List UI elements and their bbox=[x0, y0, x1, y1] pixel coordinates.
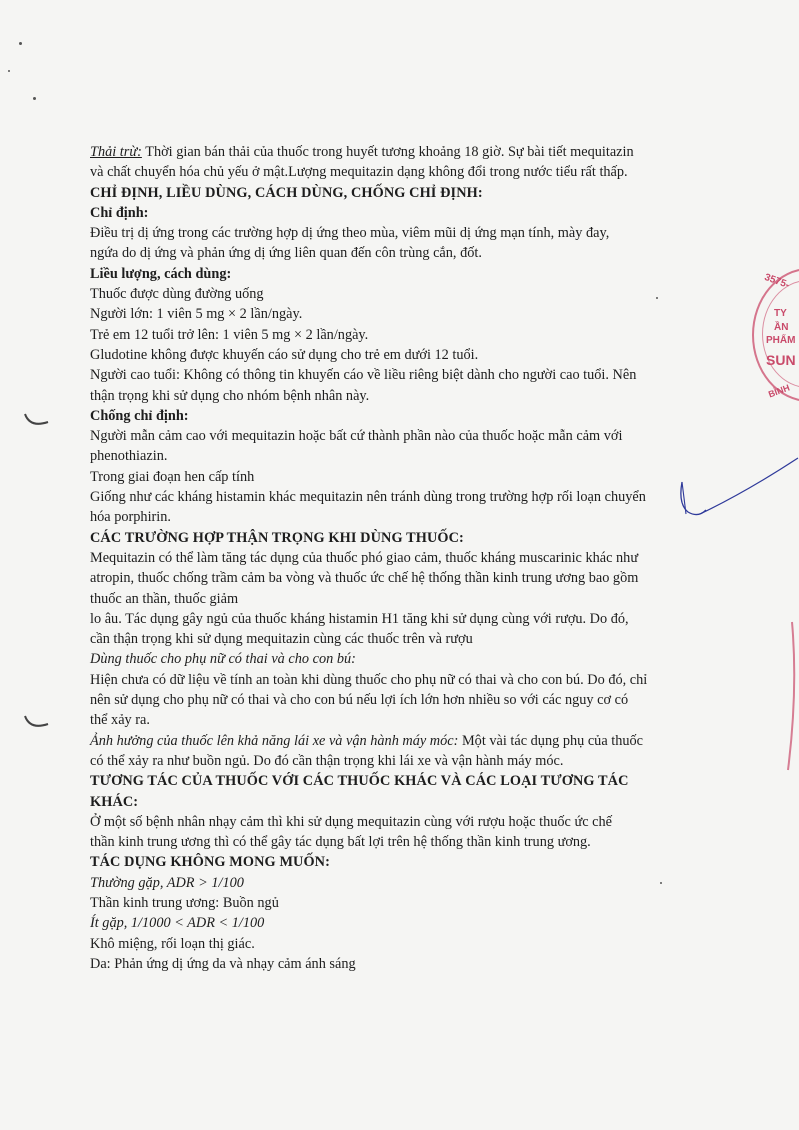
text-line: Ở một số bệnh nhân nhạy cảm thì khi sử dụng mequitazin cùng với rượu hoặc thuốc ức chế bbox=[90, 813, 612, 830]
section-heading: TÁC DỤNG KHÔNG MONG MUỐN: bbox=[90, 854, 330, 871]
seal-text: PHẨM bbox=[766, 335, 796, 346]
text-line: atropin, thuốc chống trầm cảm ba vòng và thuốc ức chế hệ thống thần kinh trung ương bao gồm bbox=[90, 570, 639, 587]
seal-stroke bbox=[770, 620, 799, 780]
text-line: có thể xảy ra như buồn ngủ. Do đó cần thận trọng khi lái xe và vận hành máy móc. bbox=[90, 752, 564, 769]
text-line bbox=[90, 731, 708, 751]
text-run: Thải trừ: bbox=[90, 144, 142, 160]
text-line: Thuốc được dùng đường uống bbox=[90, 286, 264, 303]
text-line: thể xảy ra. bbox=[90, 712, 150, 729]
text-line: Thần kinh trung ương: Buồn ngủ bbox=[90, 894, 279, 911]
italic-line: Dùng thuốc cho phụ nữ có thai và cho con bú: bbox=[90, 651, 356, 668]
seal-text: BÌNH bbox=[766, 382, 792, 400]
section-heading: KHÁC: bbox=[90, 793, 139, 810]
text-line: Trong giai đoạn hen cấp tính bbox=[90, 468, 255, 485]
section-heading: CHỈ ĐỊNH, LIỀU DÙNG, CÁCH DÙNG, CHỐNG CHỈ ĐỊNH: bbox=[90, 184, 483, 201]
document-body bbox=[90, 142, 708, 974]
subsection-heading: Liều lượng, cách dùng: bbox=[90, 265, 232, 282]
text-line: và chất chuyển hóa chủ yếu ở mật.Lượng mequitazin dạng không đổi trong nước tiểu rất thấp. bbox=[90, 164, 628, 181]
text-line: Giống như các kháng histamin khác mequitazin nên tránh dùng trong trường hợp rối loạn chuyển bbox=[90, 489, 646, 506]
text-line: Trẻ em 12 tuổi trở lên: 1 viên 5 mg × 2 lần/ngày. bbox=[90, 326, 369, 343]
italic-line: Ít gặp, 1/1000 < ADR < 1/100 bbox=[90, 915, 265, 932]
punch-hole-mark bbox=[22, 712, 52, 734]
seal-text: 3575- bbox=[762, 271, 791, 292]
text-run: Thời gian bán thải của thuốc trong huyết tương khoảng 18 giờ. Sự bài tiết mequitazin bbox=[141, 144, 634, 160]
section-heading: TƯƠNG TÁC CỦA THUỐC VỚI CÁC THUỐC KHÁC VÀ CÁC LOẠI TƯƠNG TÁC bbox=[90, 773, 629, 790]
seal-text: TY bbox=[774, 308, 787, 319]
text-line: lo âu. Tác dụng gây ngủ của thuốc kháng histamin H1 tăng khi sử dụng cùng với rượu. Do đó, bbox=[90, 610, 629, 627]
text-line: Hiện chưa có dữ liệu về tính an toàn khi dùng thuốc cho phụ nữ có thai và cho con bú. Do đó, chỉ bbox=[90, 671, 648, 688]
seal-text: ẦN bbox=[774, 322, 789, 333]
text-line: Người mẫn cảm cao với mequitazin hoặc bất cứ thành phần nào của thuốc hoặc mẫn cảm với bbox=[90, 428, 623, 445]
text-line: Điều trị dị ứng trong các trường hợp dị ứng theo mùa, viêm mũi dị ứng mạn tính, mày đay, bbox=[90, 225, 610, 242]
text-line: thần kinh trung ương thì có thể gây tác dụng bất lợi trên hệ thống thần kinh trung ương. bbox=[90, 834, 591, 851]
text-line: Người cao tuổi: Không có thông tin khuyến cáo về liều riêng biệt dành cho người cao tuổi. Nên bbox=[90, 367, 637, 384]
text-line: thuốc an thần, thuốc giảm bbox=[90, 590, 239, 607]
text-run: Một vài tác dụng phụ của thuốc bbox=[458, 732, 644, 749]
text-line: phenothiazin. bbox=[90, 448, 168, 465]
text-line: nên sử dụng cho phụ nữ có thai và cho con bú nếu lợi ích lớn hơn nhiều so với các nguy cơ có bbox=[90, 692, 629, 709]
text-line: hóa porphirin. bbox=[90, 509, 171, 526]
text-line: Da: Phản ứng dị ứng da và nhạy cảm ánh sáng bbox=[90, 955, 356, 972]
scan-speck bbox=[8, 70, 10, 72]
text-line bbox=[90, 142, 708, 162]
text-line: ngứa do dị ứng và phản ứng dị ứng liên quan đến côn trùng cắn, đốt. bbox=[90, 245, 482, 262]
scan-speck bbox=[19, 42, 22, 45]
italic-line: Thường gặp, ADR > 1/100 bbox=[90, 874, 244, 891]
text-line: Người lớn: 1 viên 5 mg × 2 lần/ngày. bbox=[90, 306, 303, 323]
subsection-heading: Chỉ định: bbox=[90, 204, 149, 221]
seal-text: SUN bbox=[766, 352, 796, 368]
subsection-heading: Chống chỉ định: bbox=[90, 407, 189, 424]
text-line: Gludotine không được khuyến cáo sử dụng cho trẻ em dưới 12 tuổi. bbox=[90, 346, 479, 363]
text-line: thận trọng khi sử dụng cho nhóm bệnh nhân này. bbox=[90, 387, 370, 404]
section-heading: CÁC TRƯỜNG HỢP THẬN TRỌNG KHI DÙNG THUỐC: bbox=[90, 529, 464, 546]
scan-speck bbox=[33, 97, 36, 100]
text-run: Ảnh hưởng của thuốc lên khả năng lái xe và vận hành máy móc: bbox=[90, 732, 459, 749]
text-line: Mequitazin có thể làm tăng tác dụng của thuốc phó giao cảm, thuốc kháng muscarinic khác như bbox=[90, 549, 639, 566]
punch-hole-mark bbox=[22, 410, 52, 432]
text-line: cần thận trọng khi sử dụng mequitazin cùng các thuốc trên và rượu bbox=[90, 631, 473, 648]
company-seal bbox=[752, 268, 799, 408]
text-line: Khô miệng, rối loạn thị giác. bbox=[90, 935, 255, 952]
